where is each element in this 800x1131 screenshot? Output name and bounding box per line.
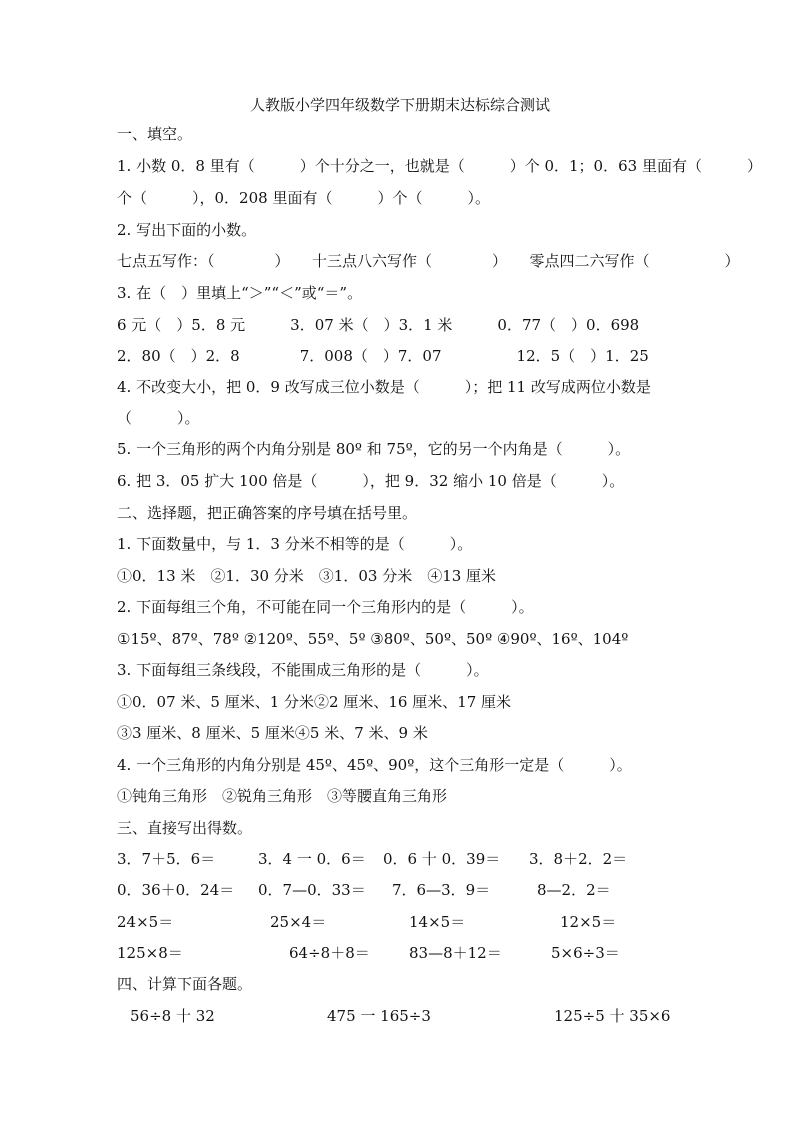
section-4-heading: 四、计算下面各题。 bbox=[117, 975, 253, 993]
calc-problem: 56÷8 十 32 bbox=[130, 1007, 215, 1025]
question-line: 6 元（ ）5．8 元 3．07 米（ ）3．1 米 0．77（ ）0．698 bbox=[117, 316, 640, 334]
question-line: 3. 下面每组三条线段，不能围成三角形的是（ ）。 bbox=[117, 661, 489, 679]
calc-item: 14×5＝ bbox=[409, 913, 466, 931]
question-line: 1. 下面数量中，与 1．3 分米不相等的是（ ）。 bbox=[117, 535, 473, 553]
options-line: ③3 厘米、8 厘米、5 厘米④5 米、7 米、9 米 bbox=[117, 724, 428, 742]
options-line: ①0．07 米、5 厘米、1 分米②2 厘米、16 厘米、17 厘米 bbox=[117, 693, 512, 711]
calc-item: 3．8＋2．2＝ bbox=[529, 850, 628, 868]
question-line: 4. 不改变大小，把 0．9 改写成三位小数是（ ）；把 11 改写成两位小数是 bbox=[117, 378, 651, 396]
question-line: 3. 在（ ）里填上“＞”“＜”或“＝”。 bbox=[117, 284, 363, 302]
question-line: 个（ ），0．208 里面有（ ）个（ ）。 bbox=[117, 189, 490, 207]
question-line: （ ）。 bbox=[117, 409, 200, 427]
section-1-heading: 一、填空。 bbox=[117, 125, 193, 143]
calc-problem: 125÷5 十 35×6 bbox=[554, 1007, 671, 1025]
calc-item: 8—2．2＝ bbox=[537, 881, 611, 899]
options-line: ①0．13 米 ②1．30 分米 ③1．03 分米 ④13 厘米 bbox=[117, 567, 497, 585]
question-line: 1. 小数 0．8 里有（ ）个十分之一，也就是（ ）个 0．1；0．63 里面有（ ） bbox=[117, 157, 762, 175]
calc-item: 25×4＝ bbox=[270, 913, 327, 931]
options-line: ①钝角三角形 ②锐角三角形 ③等腰直角三角形 bbox=[117, 787, 448, 805]
calc-item: 5×6÷3＝ bbox=[551, 944, 620, 962]
calc-item: 3．4 一 0．6＝ bbox=[258, 850, 366, 868]
calc-problem: 475 一 165÷3 bbox=[327, 1007, 431, 1025]
question-line: 4. 一个三角形的内角分别是 45º、45º、90º，这个三角形一定是（ ）。 bbox=[117, 756, 632, 774]
calc-item: 0．7—0．33＝ bbox=[258, 881, 366, 899]
options-line: ①15º、87º、78º ②120º、55º、5º ③80º、50º、50º ④90º、16º、104º bbox=[117, 630, 629, 648]
calc-item: 7．6—3．9＝ bbox=[392, 881, 491, 899]
section-3-heading: 三、直接写出得数。 bbox=[117, 819, 253, 837]
question-line: 2. 写出下面的小数。 bbox=[117, 221, 257, 239]
calc-item: 24×5＝ bbox=[117, 913, 174, 931]
section-2-heading: 二、选择题，把正确答案的序号填在括号里。 bbox=[117, 504, 418, 522]
calc-item: 83—8＋12＝ bbox=[409, 944, 502, 962]
calc-item: 12×5＝ bbox=[560, 913, 617, 931]
calc-item: 0．36＋0．24＝ bbox=[117, 881, 235, 899]
question-line: 2. 下面每组三个角，不可能在同一个三角形内的是（ ）。 bbox=[117, 598, 534, 616]
question-line: 七点五写作：（ ） 十三点八六写作（ ） 零点四二六写作（ ） bbox=[117, 252, 740, 270]
question-line: 2．80（ ）2．8 7．008（ ）7．07 12．5（ ）1．25 bbox=[117, 347, 649, 365]
calc-item: 125×8＝ bbox=[117, 944, 183, 962]
calc-item: 0．6 十 0．39＝ bbox=[383, 850, 501, 868]
question-line: 6. 把 3．05 扩大 100 倍是（ ），把 9．32 缩小 10 倍是（ ）。 bbox=[117, 472, 625, 490]
page-title: 人教版小学四年级数学下册期末达标综合测试 bbox=[249, 96, 550, 114]
calc-item: 64÷8＋8＝ bbox=[289, 944, 370, 962]
calc-item: 3．7＋5．6＝ bbox=[117, 850, 216, 868]
question-line: 5. 一个三角形的两个内角分别是 80º 和 75º，它的另一个内角是（ ）。 bbox=[117, 440, 631, 458]
